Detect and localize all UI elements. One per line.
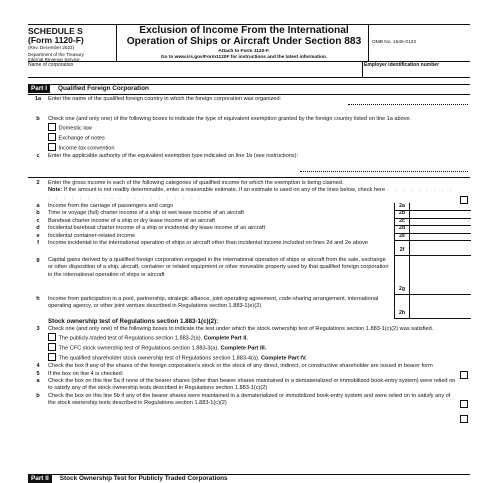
line-2-items — [28, 203, 392, 318]
line-2f-text: Income incidental to the international operation of ships or aircraft other than incidental income included on lines 2d and 2e above — [48, 239, 368, 246]
checkbox[interactable] — [48, 133, 56, 141]
title-line-2: Operation of Ships or Aircraft Under Section 883 — [126, 36, 362, 47]
option-qualified-shareholder[interactable] — [48, 353, 470, 363]
checkbox[interactable] — [48, 353, 56, 361]
line-1a-text: Enter the name of the qualified foreign country in which the foreign corporation was organized: — [48, 96, 282, 102]
line-2a-letter: a — [36, 203, 40, 209]
part2-badge: Part II — [28, 475, 52, 483]
line-1a-input[interactable] — [348, 103, 468, 105]
option-cfc[interactable] — [48, 343, 470, 353]
code-2b: 2b — [395, 210, 410, 217]
line-2d-letter: d — [36, 225, 40, 232]
part2-header — [28, 475, 228, 483]
line-3 — [28, 326, 470, 408]
line-2e — [28, 233, 392, 240]
line-1c-text: Enter the applicable authority of the equivalent exemption type indicated on line 1b (see instructions): — [48, 153, 299, 160]
stock-ownership-heading: Stock ownership test of Regulations section 1.883-1(c)(2): — [48, 318, 219, 325]
checkbox[interactable] — [48, 333, 56, 341]
amount-2g[interactable] — [394, 255, 471, 295]
line-1b-options — [28, 123, 470, 153]
part1-bottom-rule — [28, 94, 470, 95]
line-1c-letter: c — [36, 153, 40, 160]
line-1a-number: 1a — [34, 96, 42, 102]
line-4-checkbox[interactable] — [460, 371, 468, 379]
code-2f: 2f — [395, 240, 410, 255]
option-domestic-label: Domestic law — [58, 125, 92, 132]
line-2g — [28, 257, 392, 294]
line-5b-letter: b — [36, 392, 40, 399]
line-5a-checkbox[interactable] — [460, 400, 468, 408]
part1-badge: Part I — [28, 85, 50, 93]
part1-header — [28, 85, 149, 93]
line-2-note-text: If the amount is not readily determinable, enter a reasonable estimate. If an estimate is used on any of the lines below, check here — [63, 187, 386, 194]
line-2h — [28, 296, 392, 318]
part2-title: Stock Ownership Test for Publicly Traded Corporations — [59, 475, 228, 482]
line-2c-letter: c — [36, 217, 40, 224]
code-2e: 2e — [395, 233, 410, 240]
option-exchange-of-notes[interactable] — [48, 133, 470, 143]
complete-part-3: Complete Part III. — [220, 345, 267, 352]
line-1b-text: Check one (and only one) of the following boxes to indicate the type of equivalent exemption granted by the foreign country listed on line 1a above. — [48, 116, 412, 122]
option-publicly-traded-label: The publicly-traded test of Regulations section 1.883-2(a). — [58, 335, 203, 342]
name-label: Name of corporation — [28, 62, 74, 68]
form-identifier — [28, 27, 116, 63]
line-2h-text: Income from participation in a pool, partnership, strategic alliance, joint operating agreement, code-sharing arrangement, international operating agency, or other joint venture described in Regulations section 1.883-1(e)(2) — [48, 295, 379, 310]
line-2g-text: Capital gains derived by a qualified foreign corporation engaged in the international operation of ships or aircraft from the sale, exchange or other disposition of a ship, aircraft, container or related equipment or other moveable property used by that qualified foreign corporation in the international operation of ships or aircraft — [48, 256, 389, 278]
line-2e-text: Incidental container-related income — [48, 232, 136, 239]
checkbox[interactable] — [48, 343, 56, 351]
option-treaty-label: Income tax convention — [58, 145, 115, 152]
form-title — [118, 25, 370, 61]
part1-title: Qualified Foreign Corporation — [57, 85, 149, 92]
code-2c: 2c — [395, 218, 410, 225]
line-1b-letter: b — [36, 116, 40, 122]
line-2-number: 2 — [36, 180, 40, 186]
form-reference: (Form 1120-F) — [28, 35, 84, 45]
ein-divider — [362, 61, 363, 77]
header-divider-right — [368, 24, 369, 61]
line-5a-letter: a — [36, 377, 40, 384]
option-cfc-label: The CFC stock ownership test of Regulations section 1.883-3(a). — [58, 345, 219, 352]
department: Department of the Treasury — [28, 51, 84, 57]
line-1-bottom-rule — [28, 177, 470, 178]
line-2-text: Enter the gross income in each of the following categories of qualified income for which the exemption is being claimed. — [48, 180, 344, 186]
line-4-number: 4 — [36, 363, 40, 370]
checkbox[interactable] — [48, 123, 56, 131]
amount-2h[interactable] — [394, 294, 471, 319]
option-notes-label: Exchange of notes — [58, 135, 105, 142]
option-income-tax-convention[interactable] — [48, 143, 470, 153]
line-2a-text: Income from the carriage of passengers and cargo — [48, 203, 174, 209]
option-domestic-law[interactable] — [48, 123, 470, 133]
option-publicly-traded[interactable] — [48, 333, 470, 343]
line-2c — [28, 218, 392, 225]
line-2b-text: Time or voyage (full) charter income of a ship or wet lease income of an aircraft — [48, 210, 244, 217]
line-5-text: If the box on line 4 is checked: — [48, 370, 124, 377]
corporation-name-field[interactable] — [28, 68, 360, 76]
amount-2f[interactable] — [394, 240, 471, 256]
line-5a-text: Check the box on this line 5a if none of the bearer shares (other than bearer shares maintained in a dematerialized or immobilized book-entry system) were relied on to satisfy any of the stock ownership tests described in Regulations section 1.883-1(c)(2) — [48, 377, 456, 392]
code-2h: 2h — [395, 294, 410, 318]
code-2d: 2d — [395, 225, 410, 232]
line-5b-text: Check the box on this line 5b if any of the bearer shares were maintained in a dematerialized or immobilized book-entry system and were relied on to satisfy any of the stock ownership tests described in Regulations section 1.883-1(c)(2) — [48, 392, 451, 407]
line-2d — [28, 225, 392, 232]
attach-note: Attach to Form 1120-F. — [218, 49, 270, 54]
line-3-text: Check one (and only one) of the following boxes to indicate the test under which the stock ownership test of Regulations section 1.883-1(c)(2) was satisfied. — [48, 326, 434, 332]
ein-field[interactable] — [364, 68, 470, 76]
line-3-number: 3 — [36, 326, 40, 332]
line-2b-letter: b — [36, 210, 40, 217]
title-line-1: Exclusion of Income From the International — [139, 25, 349, 36]
line-2h-letter: h — [36, 295, 40, 302]
line-2c-text: Bareboat charter income of a ship or dry lease income of an aircraft — [48, 217, 215, 224]
ein-label: Employer identification number — [364, 62, 440, 68]
line-2a — [28, 203, 392, 210]
line-1c-input[interactable] — [300, 170, 468, 172]
line-4-text: Check the box if any of the shares of the foreign corporation's stock or the stock of any direct, indirect, or constructive shareholder are issued in bearer form — [48, 363, 433, 370]
line-2f — [28, 240, 392, 255]
complete-part-4: Complete Part IV. — [260, 355, 307, 362]
line-2f-letter: f — [37, 239, 39, 246]
line-2d-text: Incidental bareboat charter income of a ship or incidental dry lease income of an aircraft — [48, 225, 266, 232]
line-2e-letter: e — [36, 232, 40, 239]
option-qualified-shareholder-label: The qualified shareholder stock ownership test of Regulations section 1.883-4(a). — [58, 355, 260, 362]
schedule-name: SCHEDULE S — [28, 26, 83, 36]
line-1b — [28, 116, 470, 161]
goto-note: Go to www.irs.gov/Form1120F for instructions and the latest information. — [160, 55, 328, 60]
header-divider-left — [116, 24, 117, 61]
omb-number: OMB No. 1545-0123 — [372, 40, 416, 45]
line-2b — [28, 210, 392, 217]
line-2g-letter: g — [36, 256, 40, 263]
line-5b-checkbox[interactable] — [460, 415, 468, 423]
code-2a: 2a — [395, 203, 410, 210]
code-2g: 2g — [395, 255, 410, 294]
line-5-number: 5 — [36, 370, 40, 377]
irs-label: Internal Revenue Service — [28, 57, 80, 63]
complete-part-2: Complete Part II. — [203, 335, 248, 342]
revision-date: (Rev. December 2022) — [28, 45, 75, 50]
line-2-note-label: Note: — [48, 187, 63, 194]
checkbox[interactable] — [48, 143, 56, 151]
name-bottom-rule — [28, 77, 470, 78]
line-2: 2 Enter the gross income in each of the following categories of qualified income for which the exemption is being claimed. Note: If the amount is not readily determinable, enter a reasonable estimate. If an estimate is used on any of the lines below, check here . . . . . . . . . . . . . . . . . . . . . . . . . . . . . — [28, 180, 470, 202]
